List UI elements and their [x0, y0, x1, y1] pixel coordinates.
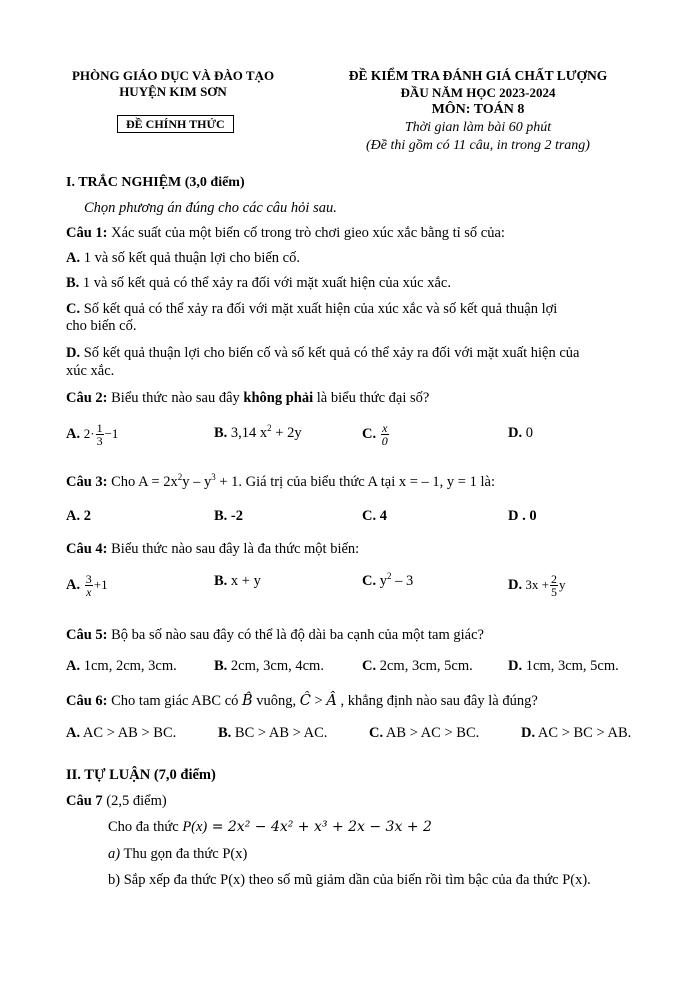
part1-instruction: Chọn phương án đúng cho các câu hỏi sau.: [84, 200, 337, 216]
question-5-label: Câu 5:: [66, 627, 108, 643]
q6-option-a: [66, 725, 176, 742]
question-2-text-end: là biểu thức đại số?: [313, 390, 430, 406]
q3-option-c: C. 4: [362, 508, 387, 524]
q5-option-d-label: D.: [508, 658, 523, 674]
q7-intro: Cho đa thức: [108, 819, 183, 835]
question-2-text: Biểu thức nào sau đây: [107, 390, 244, 406]
q7-part-a-text: Thu gọn đa thức P(x): [120, 846, 248, 862]
q1-option-c-cont: cho biến cố.: [66, 318, 137, 334]
question-1: [66, 225, 505, 242]
question-6-gt: >: [310, 693, 327, 709]
angle-a: Â: [326, 693, 337, 709]
q4-option-d-num: 2: [550, 572, 557, 586]
q4-option-a-post: +1: [93, 576, 108, 592]
q4-option-b-text: x + y: [227, 573, 261, 589]
q7-part-b: b) Sắp xếp đa thức P(x) theo số mũ giảm dần của biến rồi tìm bậc của đa thức P(x).: [108, 872, 591, 888]
q2-option-c-label: C.: [362, 425, 377, 442]
q2-option-b: [214, 425, 302, 442]
question-3: [66, 474, 495, 491]
q4-option-d-pre: 3x +: [522, 576, 549, 592]
subject: MÔN: TOÁN 8: [431, 102, 525, 117]
q7-polynomial: [108, 819, 432, 836]
q4-option-a-den: x: [86, 585, 92, 599]
q2-option-a-fraction: [96, 422, 104, 447]
q1-option-d-cont: xúc xắc.: [66, 363, 115, 379]
question-4-text: Biểu thức nào sau đây là đa thức một biến:: [107, 541, 360, 557]
q4-option-d-fraction: [550, 573, 558, 598]
q5-option-c-label: C.: [362, 658, 377, 674]
q2-option-a-pre: 2·: [83, 425, 95, 441]
q4-option-d-den: 5: [550, 585, 557, 599]
q4-option-d-post: y: [558, 576, 566, 592]
q2-option-a: [66, 422, 118, 447]
q2-option-a-num: 1: [96, 421, 103, 435]
q7-part-a: [108, 846, 247, 863]
angle-b: B̂: [242, 693, 253, 709]
q7-poly-expression: = 2x² − 4x² + x³ + 2x − 3x + 2: [207, 819, 432, 835]
q6-option-d-text: AC > BC > AB.: [535, 725, 632, 741]
q2-option-c: [362, 422, 390, 447]
q2-option-b-sup: 2: [267, 423, 272, 433]
q5-option-a-text: 1cm, 2cm, 3cm.: [80, 658, 177, 674]
q2-option-d: [508, 425, 533, 442]
question-7-points: (2,5 điểm): [102, 793, 167, 809]
question-1-label: Câu 1:: [66, 225, 108, 241]
angle-c: Ĉ: [299, 693, 311, 709]
question-5-text: Bộ ba số nào sau đây có thể là độ dài ba cạnh của một tam giác?: [107, 627, 484, 643]
question-7-label: Câu 7: [66, 793, 103, 809]
q2-option-b-label: B.: [214, 425, 228, 441]
question-4: [66, 541, 359, 558]
q6-option-d: [521, 725, 631, 742]
question-1-text: Xác suất của một biến cố trong trò chơi gieo xúc xắc bằng tỉ số của:: [107, 225, 505, 241]
exam-title: ĐỀ KIỂM TRA ĐÁNH GIÁ CHẤT LƯỢNG: [348, 68, 608, 83]
school-year: ĐẦU NĂM HỌC 2023-2024: [400, 85, 556, 100]
q4-option-d-label: D.: [508, 576, 523, 593]
question-5: [66, 627, 484, 644]
question-6-text-post: , khẳng định nào sau đây là đúng?: [336, 693, 538, 709]
question-3-sup1: 2: [177, 472, 183, 482]
question-4-label: Câu 4:: [66, 541, 108, 557]
question-2-label: Câu 2:: [66, 390, 108, 406]
q4-option-c-pre: y: [376, 573, 387, 589]
q1-option-b: [66, 275, 451, 292]
q2-option-a-label: A.: [66, 425, 81, 442]
q1-option-c: [66, 301, 557, 318]
question-3-label: Câu 3:: [66, 474, 108, 490]
question-2: [66, 390, 429, 407]
q4-option-b: [214, 573, 261, 590]
q4-option-c: [362, 573, 413, 590]
q2-option-a-post: −1: [104, 425, 119, 441]
q5-option-c: [362, 658, 473, 675]
q2-option-d-text: 0: [522, 425, 533, 441]
q3-option-b: B. -2: [214, 508, 243, 524]
part2-title: II. TỰ LUẬN (7,0 điểm): [66, 767, 216, 783]
q3-option-d: D . 0: [508, 508, 537, 524]
official-badge-text: ĐỀ CHÍNH THỨC: [117, 115, 234, 133]
question-6: [66, 693, 538, 710]
question-6-text-mid: vuông,: [252, 693, 300, 709]
q4-option-c-sup: 2: [386, 571, 392, 581]
q4-option-a-fraction: [85, 573, 93, 598]
q5-option-b-text: 2cm, 3cm, 4cm.: [227, 658, 324, 674]
q4-option-a-num: 3: [85, 572, 92, 586]
q7-poly-name: P(x): [182, 819, 208, 835]
q5-option-d: [508, 658, 619, 675]
q6-option-b: [218, 725, 327, 742]
q1-option-b-label: B.: [66, 275, 80, 291]
q2-option-c-fraction: [381, 422, 389, 447]
q5-option-a: [66, 658, 177, 675]
time-limit: Thời gian làm bài 60 phút: [404, 120, 552, 135]
q1-option-a-text: 1 và số kết quả thuận lợi cho biến cố.: [80, 250, 300, 266]
q4-option-d: [508, 573, 565, 598]
question-3-text-mid: y – y: [182, 474, 212, 490]
q2-option-c-num: x: [382, 421, 388, 435]
district-name: HUYỆN KIM SƠN: [119, 84, 227, 99]
pages-note: (Đề thi gồm có 11 câu, in trong 2 trang): [366, 138, 590, 153]
q6-option-b-label: B.: [218, 725, 232, 741]
question-6-label: Câu 6:: [66, 693, 108, 709]
q1-option-c-text: Số kết quả có thể xảy ra đối với mặt xuất hiện của xúc xắc và số kết quả thuận lợi: [80, 301, 558, 317]
q4-option-b-label: B.: [214, 573, 228, 589]
q6-option-c-label: C.: [369, 725, 384, 741]
q5-option-c-text: 2cm, 3cm, 5cm.: [376, 658, 473, 674]
question-3-sup2: 3: [211, 472, 216, 482]
q4-option-a: [66, 573, 108, 598]
q7-part-a-label: a): [108, 846, 121, 862]
q6-option-b-text: BC > AB > AC.: [231, 725, 328, 741]
q2-option-d-label: D.: [508, 425, 523, 441]
question-3-text-pre: Cho A = 2x: [107, 474, 178, 490]
q2-option-a-den: 3: [96, 434, 103, 448]
q5-option-a-label: A.: [66, 658, 81, 674]
question-3-text-post: + 1. Giá trị của biểu thức A tại x = – 1, y = 1 là:: [215, 474, 495, 490]
part1-title: I. TRẮC NGHIỆM (3,0 điểm): [66, 175, 245, 190]
q1-option-a: [66, 250, 300, 267]
q4-option-a-label: A.: [66, 576, 81, 593]
q1-option-b-text: 1 và số kết quả có thể xảy ra đối với mặt xuất hiện của xúc xắc.: [79, 275, 451, 291]
q5-option-b-label: B.: [214, 658, 228, 674]
q2-option-b-post: + 2y: [271, 425, 302, 441]
official-badge: [117, 115, 234, 133]
q6-option-d-label: D.: [521, 725, 536, 741]
q5-option-b: [214, 658, 324, 675]
q1-option-d-label: D.: [66, 345, 81, 361]
q4-option-c-label: C.: [362, 573, 377, 589]
q4-option-c-post: – 3: [391, 573, 414, 589]
question-6-text-pre: Cho tam giác ABC có: [107, 693, 243, 709]
q6-option-a-label: A.: [66, 725, 81, 741]
q1-option-d: [66, 345, 579, 362]
q6-option-c-text: AB > AC > BC.: [383, 725, 480, 741]
q5-option-d-text: 1cm, 3cm, 5cm.: [522, 658, 619, 674]
q2-option-b-pre: 3,14 x: [227, 425, 268, 441]
q2-option-c-den: 0: [381, 434, 388, 448]
school-name: PHÒNG GIÁO DỤC VÀ ĐÀO TẠO: [71, 68, 275, 83]
q3-option-a: A. 2: [66, 508, 91, 524]
q6-option-c: [369, 725, 479, 742]
q6-option-a-text: AC > AB > BC.: [80, 725, 177, 741]
q1-option-a-label: A.: [66, 250, 81, 266]
question-7: [66, 793, 167, 810]
question-2-emphasis: không phải: [243, 390, 314, 406]
q1-option-c-label: C.: [66, 301, 81, 317]
q1-option-d-text: Số kết quả thuận lợi cho biến cố và số kết quả có thể xảy ra đối với mặt xuất hiện của: [80, 345, 580, 361]
